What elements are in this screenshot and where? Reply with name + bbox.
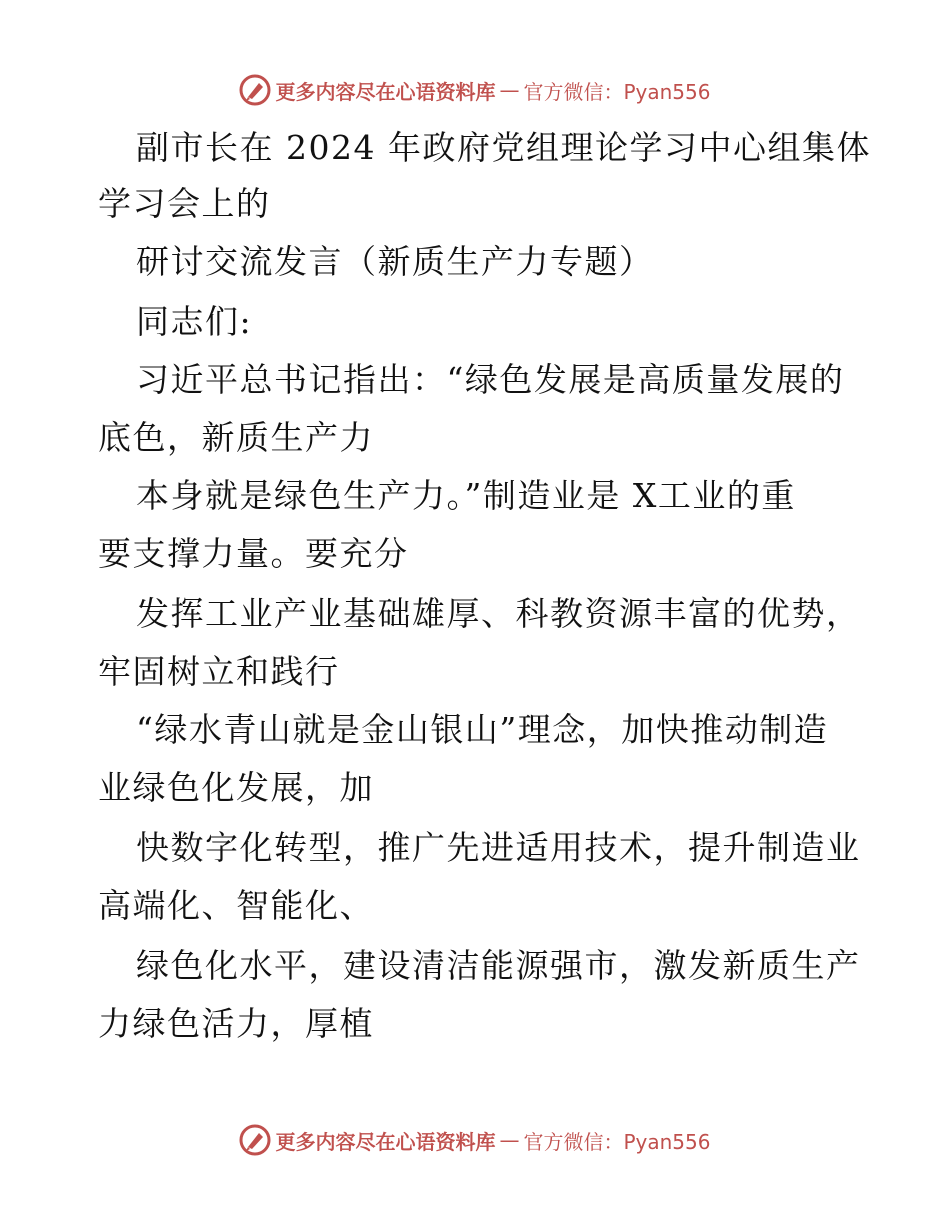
paragraph-line: 高端化、智能化、	[98, 886, 374, 925]
paragraph-line: 业绿色化发展，加	[98, 768, 374, 807]
watermark-contact-text: 官方微信：Pyan556	[523, 79, 711, 104]
watermark-separator: —	[499, 1128, 520, 1152]
watermark-site-text: 更多内容尽在心语资料库	[275, 79, 496, 104]
paragraph-line: 习近平总书记指出：“绿色发展是高质量发展的	[136, 360, 845, 399]
subtitle-line: 研讨交流发言（新质生产力专题）	[136, 242, 654, 281]
paragraph-line: 快数字化转型，推广先进适用技术，提升制造业	[136, 828, 861, 867]
paragraph-line: 要支撑力量。要充分	[98, 534, 409, 573]
header-watermark	[0, 74, 950, 106]
paragraph-line: 本身就是绿色生产力。”制造业是 X工业的重	[136, 476, 796, 515]
pen-nib-logo-icon	[239, 74, 271, 106]
paragraph-line: 牢固树立和践行	[98, 652, 340, 691]
paragraph-line: 绿色化水平，建设清洁能源强市，激发新质生产	[136, 946, 861, 985]
footer-watermark	[0, 1124, 950, 1156]
title-line-2: 学习会上的	[98, 184, 271, 223]
salutation-line: 同志们:	[136, 302, 253, 341]
paragraph-line: 力绿色活力，厚植	[98, 1004, 374, 1043]
title-line-1: 副市长在 2024 年政府党组理论学习中心组集体	[136, 128, 871, 167]
watermark-contact-text: 官方微信：Pyan556	[523, 1129, 711, 1154]
paragraph-line: 底色，新质生产力	[98, 418, 374, 457]
watermark-site-text: 更多内容尽在心语资料库	[275, 1129, 496, 1154]
pen-nib-logo-icon	[239, 1124, 271, 1156]
paragraph-line: 发挥工业产业基础雄厚、科教资源丰富的优势，	[136, 594, 861, 633]
watermark-separator: —	[499, 78, 520, 102]
paragraph-line: “绿水青山就是金山银山”理念，加快推动制造	[136, 710, 829, 749]
